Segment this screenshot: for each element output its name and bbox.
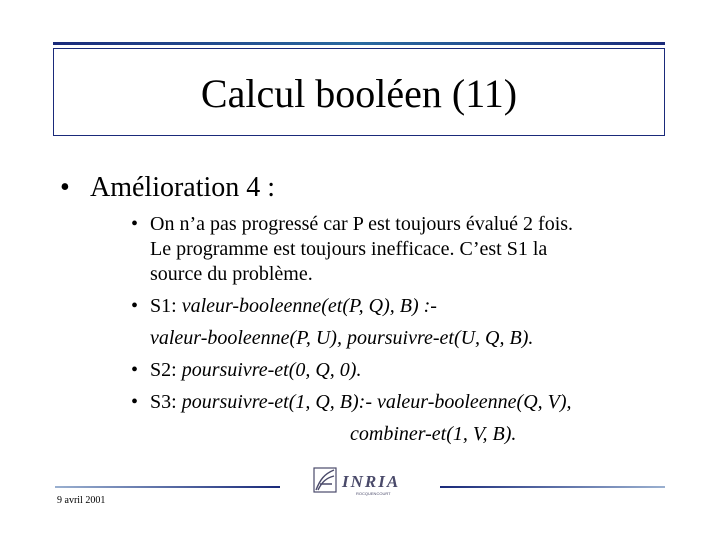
footer-date: 9 avril 2001	[57, 495, 106, 506]
s2-line-1	[150, 358, 691, 383]
bullet-icon: •	[60, 172, 70, 203]
s3-clause-body: combiner-et(1, V, B).	[350, 423, 517, 445]
s3-line-1	[150, 390, 691, 415]
logo-text: INRIA	[342, 472, 401, 491]
bullet-icon: •	[131, 359, 139, 381]
bullet-icon: •	[131, 213, 139, 235]
s3-clause-head: poursuivre-et(1, Q, B):- valeur-booleenne(Q, V),	[181, 391, 572, 413]
title-box	[53, 48, 665, 136]
footer-rule-right	[440, 486, 665, 488]
s1-clause-body: valeur-booleenne(P, U), poursuivre-et(U, Q, B).	[150, 327, 534, 349]
bullet-icon: •	[131, 391, 139, 413]
list-item-s1	[131, 294, 691, 351]
heading-text: Amélioration 4 :	[90, 172, 276, 203]
s1-clause-head: valeur-booleenne(et(P, Q), B) :-	[181, 295, 437, 317]
sub-bullet-list	[131, 212, 691, 447]
problem-line-2: Le programme est toujours inefficace. C’est S1 la	[150, 238, 548, 260]
list-item-problem	[131, 212, 691, 287]
s1-line-2	[150, 326, 691, 351]
s3-line-2	[150, 422, 691, 447]
bullet-icon: •	[131, 295, 139, 317]
title-top-rule	[53, 42, 665, 45]
s1-label: S1:	[150, 295, 182, 317]
s2-clause: poursuivre-et(0, Q, 0).	[181, 359, 362, 381]
slide-title: Calcul booléen (11)	[200, 71, 518, 116]
footer-rule-left	[55, 486, 280, 488]
inria-logo-icon	[312, 466, 424, 496]
s2-label: S2:	[150, 359, 182, 381]
list-item-s2	[131, 358, 691, 383]
heading-bullet-item	[60, 168, 275, 208]
logo-subtext: ROCQUENCOURT	[356, 491, 391, 496]
problem-line-1: On n’a pas progressé car P est toujours évalué 2 fois.	[150, 213, 574, 235]
problem-line-3: source du problème.	[150, 263, 313, 285]
s3-label: S3:	[150, 391, 182, 413]
list-item-s3	[131, 390, 691, 447]
s1-line-1	[150, 294, 691, 319]
logo-swirl	[316, 470, 334, 490]
